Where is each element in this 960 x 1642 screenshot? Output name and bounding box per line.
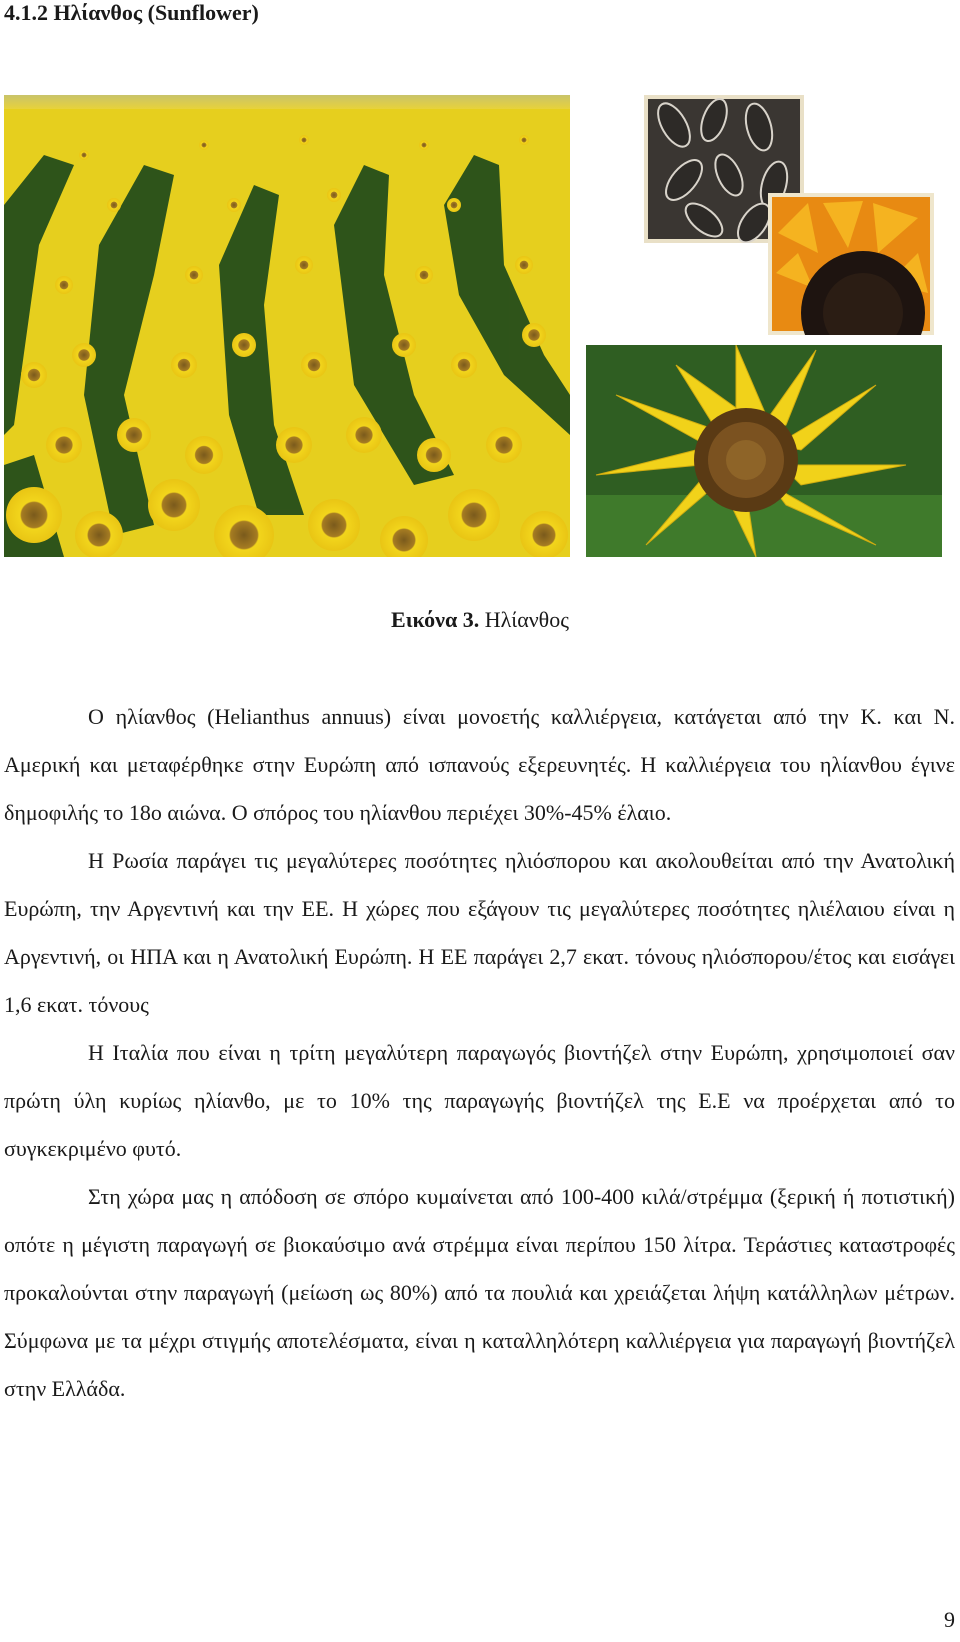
section-heading: 4.1.2 Ηλίανθος (Sunflower) bbox=[4, 0, 259, 25]
figure-sunflower-collage bbox=[4, 95, 942, 557]
paragraph: Η Ρωσία παράγει τις μεγαλύτερες ποσότητες ηλιόσπορου και ακολουθείται από την Ανατολική Ευρώπη, την Αργεντινή και την ΕΕ. Η χώρες που εξάγουν τις μεγαλύτερες ποσότητες ηλιέλαιου είναι η Αργεντινή, οι ΗΠΑ και η Ανατολική Ευρώπη. Η ΕΕ παράγει 2,7 εκατ. τόνους ηλιόσπορου/έτος και εισάγει 1,6 εκατ. τόνους bbox=[4, 848, 955, 1017]
paragraph: Ο ηλίανθος (Helianthus annuus) είναι μονοετής καλλιέργεια, κατάγεται από την Κ. και Ν. Αμερική και μεταφέρθηκε στην Ευρώπη από ισπανούς εξερευνητές. Η καλλιέργεια του ηλίανθου έγινε δημοφιλής το 18ο αιώνα. Ο σπόρος του ηλίανθου περιέχει 30%-45% έλαιο. bbox=[4, 704, 955, 825]
caption-label: Εικόνα 3. bbox=[391, 607, 480, 632]
figure-caption bbox=[0, 605, 960, 635]
body-text bbox=[4, 693, 955, 1413]
sunflower-head-image bbox=[586, 345, 942, 557]
caption-text: Ηλίανθος bbox=[479, 607, 569, 632]
paragraph: Η Ιταλία που είναι η τρίτη μεγαλύτερη παραγωγός βιοντήζελ στην Ευρώπη, χρησιμοποιεί σαν πρώτη ύλη κυρίως ηλίανθο, με το 10% της παραγωγής βιοντήζελ της Ε.Ε να προέρχεται από το συγκεκριμένο φυτό. bbox=[4, 1040, 955, 1161]
sunflower-closeup-image bbox=[768, 193, 934, 335]
page-number: 9 bbox=[944, 1607, 955, 1632]
sunflower-field-image bbox=[4, 95, 570, 557]
paragraph: Στη χώρα μας η απόδοση σε σπόρο κυμαίνεται από 100-400 κιλά/στρέμμα (ξερική ή ποτιστική) οπότε η μέγιστη παραγωγή σε βιοκαύσιμο ανά στρέμμα είναι περίπου 150 λίτρα. Τεράστιες καταστροφές προκαλούνται στην παραγωγή (μείωση ως 80%) από τα πουλιά και χρειάζεται λήψη κατάλληλων μέτρων. Σύμφωνα με τα μέχρι στιγμής αποτελέσματα, είναι η καταλληλότερη καλλιέργεια για παραγωγή βιοντήζελ στην Ελλάδα. bbox=[4, 1184, 955, 1401]
